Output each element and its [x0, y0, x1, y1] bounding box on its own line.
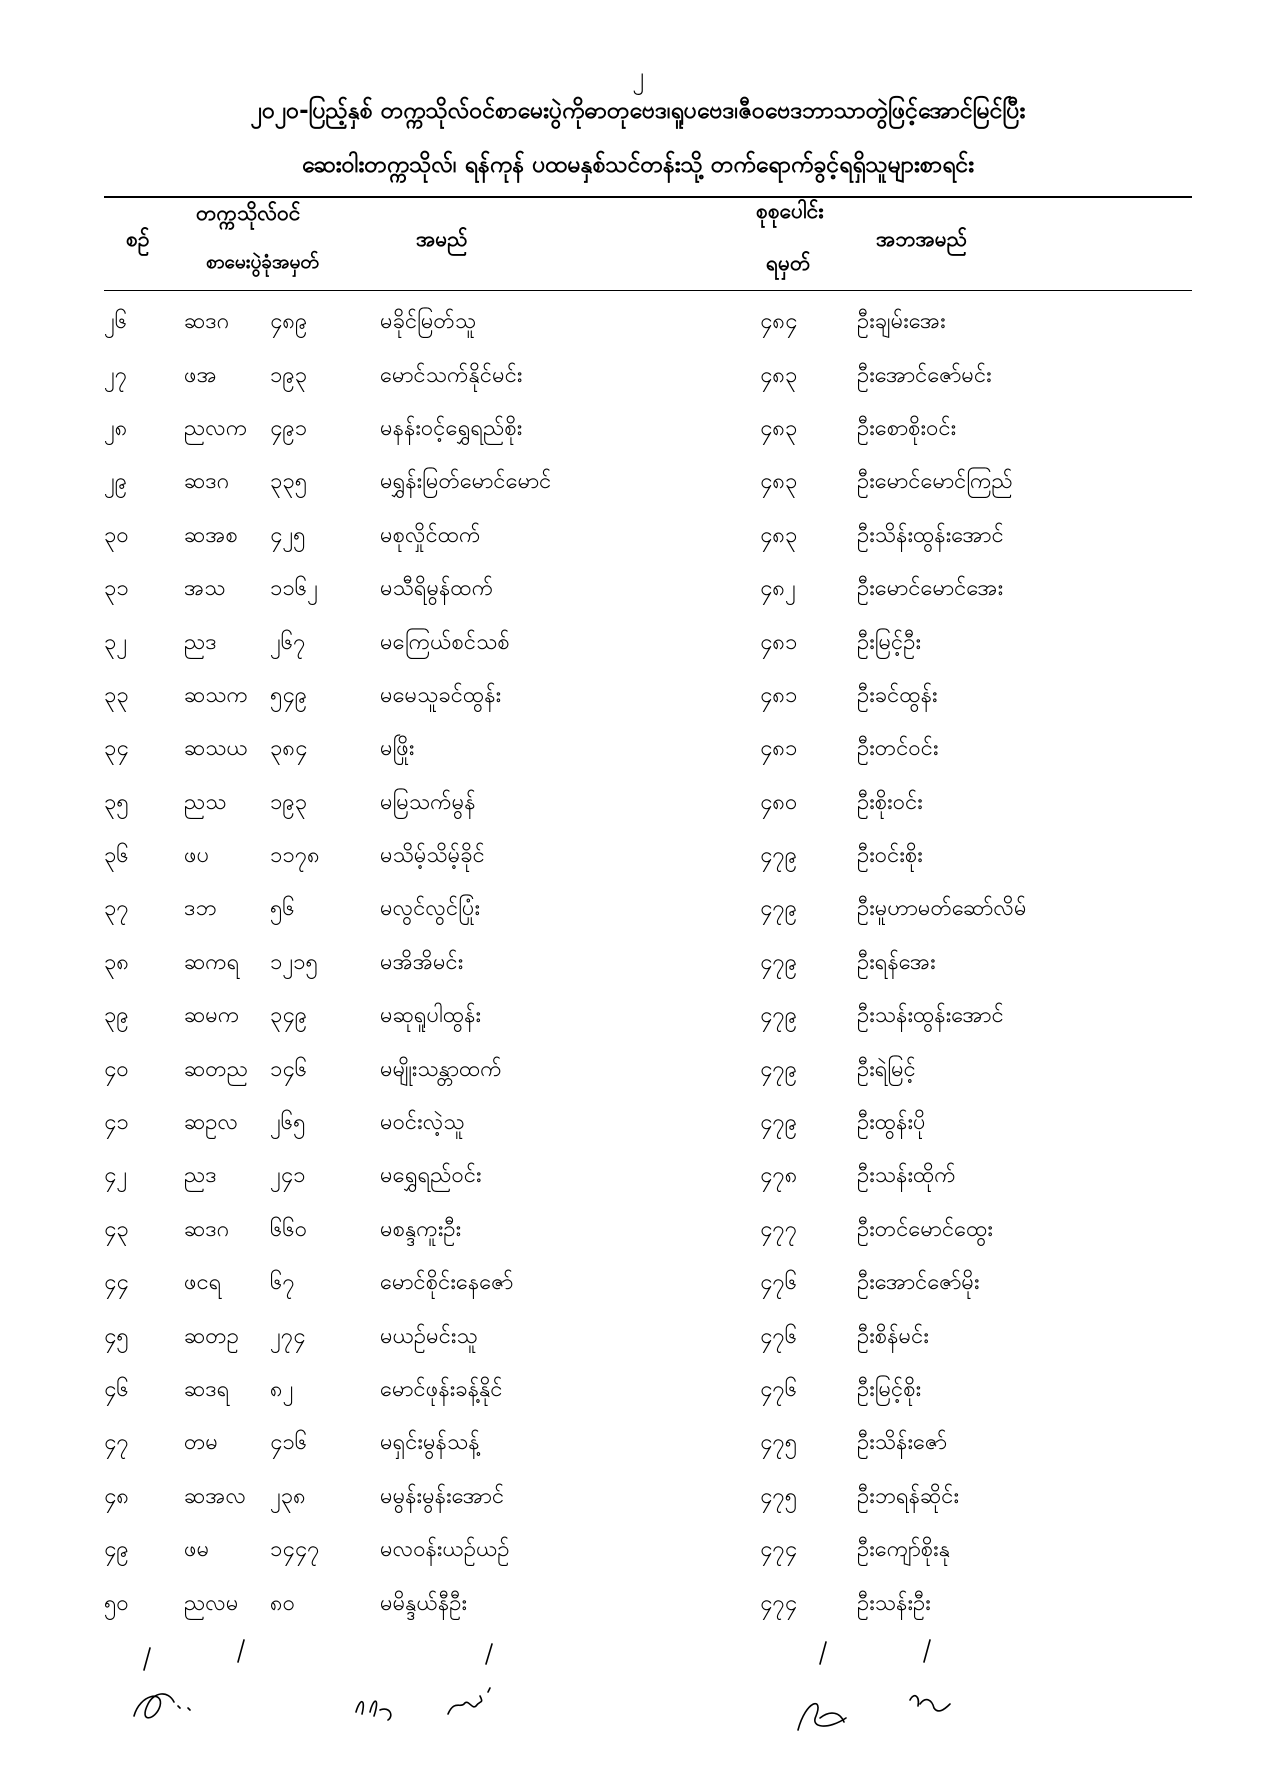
father-name-cell: ဦးဝင်းစိုး [857, 843, 923, 869]
table-row [104, 616, 1192, 669]
exam-code-cell: ဆမက [184, 1003, 240, 1029]
student-name-cell: မနန်းဝင့်ရွှေရည်စိုး [380, 415, 523, 441]
exam-number-cell: ၂၄၁ [270, 1163, 306, 1189]
header-exam-line2: စာမေးပွဲခုံအမှတ် [206, 251, 319, 273]
exam-number-cell: ၄၉၁ [270, 415, 308, 441]
exam-code-cell: ဆသယ [184, 736, 248, 762]
father-name-cell: ဦးမောင်မောင်အေး [857, 576, 1004, 602]
total-score-cell: ၄၈၁ [760, 629, 798, 655]
student-name-cell: မမျိုးသန္တာထက် [380, 1056, 502, 1082]
signatures-drawing [104, 1634, 1192, 1744]
exam-number-cell: ၁၉၃ [270, 362, 308, 388]
father-name-cell: ဦးသိန်းဇော် [857, 1430, 948, 1456]
exam-code-cell: ဒဘ [184, 896, 217, 922]
total-score-cell: ၄၇၅ [760, 1430, 798, 1456]
exam-code-cell: တမ [184, 1430, 218, 1456]
father-name-cell: ဦးအောင်ဇော်မိုး [857, 1270, 980, 1296]
student-name-cell: မောင်စိုင်းနေဇော် [380, 1270, 514, 1296]
students-table [104, 296, 1192, 1631]
header-score-line1: စုစုပေါင်း [756, 199, 824, 223]
serial-no-cell: ၃၂ [104, 629, 128, 655]
father-name-cell: ဦးထွန်းပို [857, 1110, 926, 1136]
student-name-cell: မောင်သက်နိုင်မင်း [380, 362, 523, 388]
father-name-cell: ဦးသိန်းထွန်းအောင် [857, 522, 1004, 548]
serial-no-cell: ၃၃ [104, 682, 129, 708]
serial-no-cell: ၄၃ [104, 1216, 129, 1242]
serial-no-cell: ၄၆ [104, 1377, 129, 1402]
header-score-line2: ရမှတ် [766, 251, 811, 275]
exam-number-cell: ၆၆၀ [270, 1216, 308, 1242]
student-name-cell: မဆုရူပါထွန်း [380, 1003, 482, 1029]
students-table-body [104, 296, 1192, 1631]
student-name-cell: မမိန္ဒယ်နီဦး [380, 1590, 468, 1616]
exam-code-cell: ဆအစ [184, 522, 238, 548]
table-row [104, 1310, 1192, 1363]
exam-number-cell: ၁၄၆ [270, 1056, 308, 1082]
father-name-cell: ဦးချမ်းအေး [857, 309, 946, 335]
father-name-cell: ဦးစိုးဝင်း [857, 789, 923, 815]
father-name-cell: ဦးရန်အေး [857, 949, 936, 975]
student-name-cell: မစုလှိုင်ထက် [380, 522, 481, 548]
exam-code-cell: ညဒ [184, 629, 217, 655]
father-name-cell: ဦးအောင်ဇော်မင်း [857, 362, 992, 388]
exam-code-cell: ဆဒဂ [184, 1216, 230, 1242]
serial-no-cell: ၂၈ [104, 415, 128, 441]
exam-code-cell: ညဒ [184, 1163, 217, 1189]
total-score-cell: ၄၈၃ [760, 522, 798, 548]
father-name-cell: ဦးစောစိုးဝင်း [857, 415, 957, 441]
total-score-cell: ၄၇၉ [760, 1110, 798, 1136]
serial-no-cell: ၄၇ [104, 1430, 129, 1456]
total-score-cell: ၄၇၇ [760, 1216, 798, 1242]
father-name-cell: ဦးမြင့်စိုး [857, 1377, 922, 1402]
exam-number-cell: ၂၆၇ [270, 629, 306, 655]
exam-number-cell: ၂၃၈ [270, 1483, 306, 1509]
total-score-cell: ၄၇၄ [760, 1537, 798, 1563]
father-name-cell: ဦးမြင့်ဦး [857, 629, 922, 655]
student-name-cell: မဝင်းလဲ့သူ [380, 1110, 465, 1136]
student-name-cell: မရှင်းမွန်သန့် [380, 1430, 480, 1456]
student-name-cell: မမြသက်မွန် [380, 789, 476, 815]
table-row [104, 1417, 1192, 1470]
total-score-cell: ၄၇၉ [760, 949, 798, 975]
table-row [104, 990, 1192, 1043]
exam-code-cell: အသ [184, 576, 226, 602]
table-row [104, 777, 1192, 830]
table-row [104, 1204, 1192, 1257]
serial-no-cell: ၄၉ [104, 1537, 129, 1563]
serial-no-cell: ၂၉ [104, 469, 128, 495]
serial-no-cell: ၂၇ [104, 362, 128, 388]
signatures-area [104, 1634, 1192, 1744]
table-row [104, 349, 1192, 402]
exam-number-cell: ၈၀ [270, 1590, 295, 1616]
exam-code-cell: ဆတဥ [184, 1323, 239, 1349]
exam-code-cell: ဆကရ [184, 949, 240, 975]
table-row [104, 1524, 1192, 1577]
exam-code-cell: ညလမ [184, 1590, 239, 1616]
student-name-cell: မခိုင်မြတ်သူ [380, 309, 477, 335]
exam-number-cell: ၂၇၄ [270, 1323, 306, 1349]
table-row [104, 723, 1192, 776]
exam-number-cell: ၃၈၄ [270, 736, 308, 762]
table-row [104, 1150, 1192, 1203]
serial-no-cell: ၄၁ [104, 1110, 129, 1136]
total-score-cell: ၄၇၆ [760, 1270, 798, 1296]
father-name-cell: ဦးကျော်စိုးနု [857, 1537, 951, 1563]
exam-code-cell: ဆဒဂ [184, 469, 230, 495]
table-row [104, 403, 1192, 456]
student-name-cell: မမေသူခင်ထွန်း [380, 682, 502, 708]
header-father-name: အဘအမည် [876, 227, 968, 251]
exam-number-cell: ၁၉၃ [270, 789, 308, 815]
exam-number-cell: ၃၃၅ [270, 469, 308, 495]
exam-number-cell: ၅၆ [270, 896, 295, 922]
exam-number-cell: ၄၈၉ [270, 309, 308, 335]
total-score-cell: ၄၈၄ [760, 309, 798, 335]
serial-no-cell: ၄၄ [104, 1270, 129, 1296]
total-score-cell: ၄၇၅ [760, 1483, 798, 1509]
student-name-cell: မကြေယ်စင်သစ် [380, 629, 510, 655]
exam-code-cell: ဆဒရ [184, 1377, 230, 1402]
total-score-cell: ၄၈၁ [760, 682, 798, 708]
father-name-cell: ဦးမောင်မောင်ကြည် [857, 469, 1013, 495]
exam-code-cell: ညလက [184, 415, 248, 441]
serial-no-cell: ၄၈ [104, 1483, 129, 1509]
exam-number-cell: ၁၁၆၂ [270, 576, 318, 602]
exam-number-cell: ၁၁၇၈ [270, 843, 320, 869]
serial-no-cell: ၄၀ [104, 1056, 129, 1082]
serial-no-cell: ၃၆ [104, 843, 129, 869]
student-name-cell: မလွင်လွင်ပြုံး [380, 896, 481, 922]
total-score-cell: ၄၇၉ [760, 896, 798, 922]
table-header-rule [104, 290, 1192, 291]
exam-code-cell: ဖငရ [184, 1270, 222, 1296]
student-name-cell: မောင်ဖုန်းခန့်နိုင် [380, 1377, 503, 1402]
father-name-cell: ဦးတင်ဝင်း [857, 736, 939, 762]
serial-no-cell: ၃၄ [104, 736, 129, 762]
document-title-line2: ဆေးဝါးတက္ကသိုလ်၊ ရန်ကုန် ပထမနှစ်သင်တန်းသို့ တက်ရောက်ခွင့်ရရှိသူများစာရင်း [301, 152, 975, 178]
exam-code-cell: ဆသက [184, 682, 249, 708]
exam-number-cell: ၆၇ [270, 1270, 295, 1296]
table-row [104, 1364, 1192, 1417]
table-row [104, 1577, 1192, 1630]
total-score-cell: ၄၈၃ [760, 469, 798, 495]
total-score-cell: ၄၇၆ [760, 1377, 798, 1402]
total-score-cell: ၄၈၂ [760, 576, 796, 602]
student-name-cell: မရွှေရည်ဝင်း [380, 1163, 482, 1189]
serial-no-cell: ၃၉ [104, 1003, 129, 1029]
student-name-cell: မသိမ့်သိမ့်ခိုင် [380, 843, 485, 869]
exam-number-cell: ၈၂ [270, 1377, 294, 1402]
exam-code-cell: ဖအ [184, 362, 217, 388]
header-exam-line1: တက္ကသိုလ်ဝင် [196, 201, 301, 225]
table-row [104, 510, 1192, 563]
exam-number-cell: ၂၆၅ [270, 1110, 306, 1136]
exam-code-cell: ဆဥလ [184, 1110, 239, 1136]
total-score-cell: ၄၈၁ [760, 736, 798, 762]
table-top-rule [104, 196, 1192, 198]
total-score-cell: ၄၇၆ [760, 1323, 798, 1349]
exam-number-cell: ၃၄၉ [270, 1003, 308, 1029]
serial-no-cell: ၃၁ [104, 576, 129, 602]
student-name-cell: မယဉ်မင်းသူ [380, 1323, 478, 1349]
serial-no-cell: ၃၈ [104, 949, 129, 975]
serial-no-cell: ၃၅ [104, 789, 129, 815]
student-name-cell: မအိအိမင်း [380, 949, 464, 975]
student-name-cell: မဖြိုး [380, 736, 415, 762]
exam-number-cell: ၁၂၁၅ [270, 949, 318, 975]
exam-code-cell: ဆဒဂ [184, 309, 230, 335]
exam-number-cell: ၄၁၆ [270, 1430, 308, 1456]
table-row [104, 830, 1192, 883]
father-name-cell: ဦးသန်းထွန်းအောင် [857, 1003, 1004, 1029]
father-name-cell: ဦးသန်းဦး [857, 1590, 931, 1616]
student-name-cell: မစန္ဒကူးဦး [380, 1216, 462, 1242]
serial-no-cell: ၃၇ [104, 896, 129, 922]
table-row [104, 1257, 1192, 1310]
total-score-cell: ၄၈၃ [760, 362, 798, 388]
table-row [104, 883, 1192, 936]
father-name-cell: ဦးရဲမြင့် [857, 1056, 916, 1082]
exam-code-cell: ဖပ [184, 843, 210, 869]
table-row [104, 1097, 1192, 1150]
father-name-cell: ဦးသန်းထိုက် [857, 1163, 956, 1189]
header-serial-no: စဉ် [126, 227, 150, 251]
exam-number-cell: ၄၂၅ [270, 522, 306, 548]
exam-code-cell: ဆအလ [184, 1483, 247, 1509]
father-name-cell: ဦးမူဟာမတ်ဆော်လိမ် [857, 896, 1027, 922]
table-row [104, 296, 1192, 349]
header-name: အမည် [416, 227, 468, 251]
serial-no-cell: ၂၆ [104, 309, 128, 335]
total-score-cell: ၄၇၉ [760, 1056, 798, 1082]
total-score-cell: ၄၇၉ [760, 1003, 798, 1029]
serial-no-cell: ၄၂ [104, 1163, 128, 1189]
father-name-cell: ဦးတင်မောင်ထွေး [857, 1216, 993, 1242]
total-score-cell: ၄၇၈ [760, 1163, 798, 1189]
table-row [104, 670, 1192, 723]
father-name-cell: ဦးခင်ထွန်း [857, 682, 938, 708]
student-name-cell: မမွန်းမွန်းအောင် [380, 1483, 505, 1509]
father-name-cell: ဦးဘရန်ဆိုင်း [857, 1483, 960, 1509]
exam-number-cell: ၁၄၄၇ [270, 1537, 320, 1563]
exam-code-cell: ဖမ [184, 1537, 210, 1563]
serial-no-cell: ၃၀ [104, 522, 129, 548]
total-score-cell: ၄၇၄ [760, 1590, 798, 1616]
exam-number-cell: ၅၄၉ [270, 682, 308, 708]
total-score-cell: ၄၇၉ [760, 843, 798, 869]
exam-code-cell: ညသ [184, 789, 227, 815]
student-name-cell: မရွှန်းမြတ်မောင်မောင် [380, 469, 552, 495]
father-name-cell: ဦးစိန်မင်း [857, 1323, 929, 1349]
exam-code-cell: ဆတည [184, 1056, 248, 1082]
table-row [104, 937, 1192, 990]
table-row [104, 563, 1192, 616]
page-number: ၂ [632, 62, 644, 90]
document-title-line1: ၂၀၂၀-ပြည့်နှစ် တက္ကသိုလ်ဝင်စာမေးပွဲကိုဓာတုဗေဒ၊ရူပဗေဒ၊ဇီဝဗေဒဘာသာတွဲဖြင့်အောင်မြင်ပြီး [250, 98, 1026, 124]
table-row [104, 1043, 1192, 1096]
student-name-cell: မသီရိမွန်ထက် [380, 576, 494, 602]
total-score-cell: ၄၈၀ [760, 789, 798, 815]
table-row [104, 1471, 1192, 1524]
total-score-cell: ၄၈၃ [760, 415, 798, 441]
serial-no-cell: ၄၅ [104, 1323, 129, 1349]
serial-no-cell: ၅၀ [104, 1590, 129, 1616]
table-row [104, 456, 1192, 509]
student-name-cell: မလဝန်းယဉ်ယဉ် [380, 1537, 510, 1563]
